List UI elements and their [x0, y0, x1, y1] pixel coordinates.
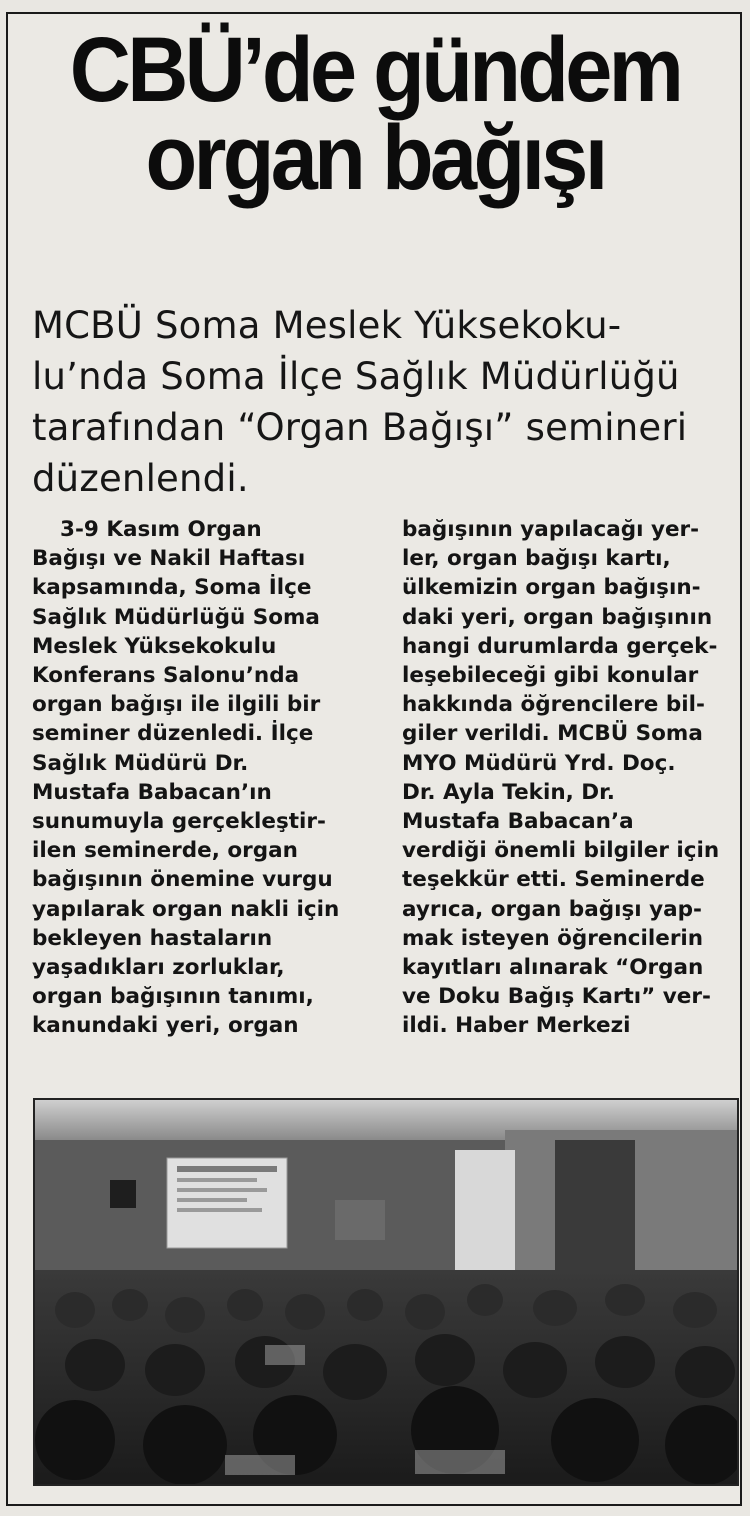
deck-line: lu’nda Soma İlçe Sağlık Müdürlüğü	[32, 355, 680, 398]
body-line: ler, organ bağışı kartı,	[402, 546, 671, 572]
body-line: Mustafa Babacan’a	[402, 809, 634, 835]
body-line: mak isteyen öğrencilerin	[402, 925, 704, 951]
body-line: Sağlık Müdürü Dr.	[32, 750, 249, 776]
body-line: Meslek Yüksekokulu	[32, 633, 277, 659]
body-line: bağışının yapılacağı yer-	[402, 517, 700, 542]
body-line: seminer düzenledi. İlçe	[32, 721, 314, 747]
body-line: Konferans Salonu’nda	[32, 663, 300, 689]
body-line: MYO Müdürü Yrd. Doç.	[402, 750, 676, 776]
body-line: Sağlık Müdürlüğü Soma	[32, 604, 320, 630]
body-line: sunumuyla gerçekleştir-	[32, 809, 326, 835]
body-line: ildi. Haber Merkezi	[402, 1013, 631, 1039]
body-line: hakkında öğrencilere bil-	[402, 692, 705, 718]
body-line: yaşadıkları zorluklar,	[32, 955, 285, 981]
body-line: hangi durumlarda gerçek-	[402, 633, 718, 659]
seminar-photo-illustration	[35, 1100, 737, 1484]
deck-line: MCBÜ Soma Meslek Yüksekoku-	[32, 304, 622, 347]
deck-line: düzenlendi.	[32, 457, 249, 500]
body-line: ayrıca, organ bağışı yap-	[402, 896, 702, 922]
body-line: yapılarak organ nakli için	[32, 896, 340, 922]
body-line: daki yeri, organ bağışının	[402, 604, 713, 630]
headline-line: CBÜ’de gündem	[69, 19, 681, 121]
body-line: ilen seminerde, organ	[32, 838, 298, 864]
body-line: Mustafa Babacan’ın	[32, 779, 272, 805]
headline-line: organ bağışı	[145, 107, 605, 209]
body-column-left	[32, 515, 362, 1041]
body-line: ve Doku Bağış Kartı” ver-	[402, 984, 711, 1010]
body-line: kanundaki yeri, organ	[32, 1013, 299, 1039]
body-line: organ bağışı ile ilgili bir	[32, 692, 321, 718]
body-line: leşebileceği gibi konular	[402, 663, 699, 689]
seminar-photo	[33, 1098, 739, 1486]
body-line: Bağışı ve Nakil Haftası	[32, 546, 306, 572]
body-line: ülkemizin organ bağışın-	[402, 575, 701, 601]
body-line: verdiği önemli bilgiler için	[402, 838, 720, 864]
body-line: bağışının önemine vurgu	[32, 867, 333, 893]
headline	[39, 19, 711, 209]
deck-line: tarafından “Organ Bağışı” semineri	[32, 406, 688, 449]
body-line: teşekkür etti. Seminerde	[402, 867, 705, 893]
body-line: giler verildi. MCBÜ Soma	[402, 721, 703, 747]
body-line: kapsamında, Soma İlçe	[32, 575, 312, 601]
body-line: organ bağışının tanımı,	[32, 984, 314, 1010]
body-line: Dr. Ayla Tekin, Dr.	[402, 779, 615, 805]
body-line: bekleyen hastaların	[32, 925, 273, 951]
article-deck	[32, 300, 732, 504]
body-line: 3-9 Kasım Organ	[60, 517, 262, 542]
body-line: kayıtları alınarak “Organ	[402, 955, 704, 981]
body-column-right	[402, 515, 732, 1041]
